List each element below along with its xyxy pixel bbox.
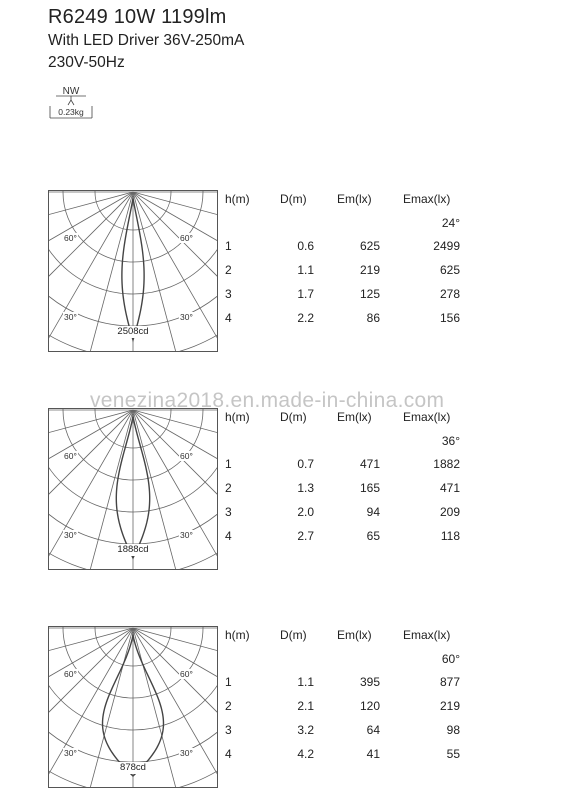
- row-d: 1.1: [297, 263, 314, 277]
- row-emax: 55: [446, 747, 460, 761]
- color-temp-label: NW: [62, 86, 80, 97]
- row-emax: 209: [439, 505, 460, 519]
- beam-angle: 36°: [441, 434, 460, 448]
- row-h: 1: [225, 675, 232, 689]
- row-d: 2.7: [297, 529, 314, 543]
- col-header-em: Em(lx): [337, 192, 372, 206]
- row-emax: 278: [439, 287, 460, 301]
- row-em: 94: [366, 505, 380, 519]
- angle-label-60-right: 60°: [180, 451, 193, 461]
- row-em: 64: [366, 723, 380, 737]
- row-h: 4: [225, 747, 232, 761]
- row-h: 2: [225, 481, 232, 495]
- row-em: 120: [359, 699, 380, 713]
- angle-label-30-right: 30°: [180, 748, 193, 758]
- col-header-em: Em(lx): [337, 628, 372, 642]
- angle-label-30-left: 30°: [64, 530, 77, 540]
- row-d: 0.7: [297, 457, 314, 471]
- row-d: 2.1: [297, 699, 314, 713]
- row-em: 165: [359, 481, 380, 495]
- row-em: 625: [359, 239, 380, 253]
- row-emax: 877: [439, 675, 460, 689]
- col-header-h: h(m): [225, 192, 250, 206]
- spec-badge: [48, 86, 94, 122]
- row-d: 2.2: [297, 311, 314, 325]
- col-header-h: h(m): [225, 628, 250, 642]
- peak-intensity-label: 878cd: [98, 762, 168, 774]
- polar-spoke: [133, 192, 218, 259]
- row-h: 3: [225, 287, 232, 301]
- row-em: 219: [359, 263, 380, 277]
- row-emax: 98: [446, 723, 460, 737]
- row-h: 4: [225, 529, 232, 543]
- row-emax: 1882: [433, 457, 460, 471]
- watermark: venezina2018.en.made-in-china.com: [90, 389, 445, 412]
- weight-label: 0.23kg: [58, 107, 84, 117]
- row-h: 1: [225, 239, 232, 253]
- angle-label-60-left: 60°: [64, 669, 77, 679]
- row-em: 86: [366, 311, 380, 325]
- row-d: 1.1: [297, 675, 314, 689]
- row-emax: 219: [439, 699, 460, 713]
- beam-angle: 24°: [441, 216, 460, 230]
- row-h: 2: [225, 263, 232, 277]
- polar-spoke: [48, 192, 133, 259]
- product-title: R6249 10W 1199lm: [48, 6, 227, 28]
- power-spec: 230V-50Hz: [48, 54, 125, 71]
- angle-label-30-left: 30°: [64, 748, 77, 758]
- polar-diagram-24: [48, 190, 218, 352]
- row-emax: 625: [439, 263, 460, 277]
- row-em: 65: [366, 529, 380, 543]
- peak-intensity-label: 2508cd: [98, 326, 168, 338]
- angle-label-60-right: 60°: [180, 233, 193, 243]
- angle-label-30-right: 30°: [180, 312, 193, 322]
- col-header-h: h(m): [225, 410, 250, 424]
- angle-label-60-left: 60°: [64, 233, 77, 243]
- peak-intensity-label: 1888cd: [98, 544, 168, 556]
- angle-label-30-left: 30°: [64, 312, 77, 322]
- row-d: 0.6: [297, 239, 314, 253]
- col-header-d: D(m): [280, 192, 307, 206]
- row-em: 471: [359, 457, 380, 471]
- row-h: 1: [225, 457, 232, 471]
- row-h: 3: [225, 505, 232, 519]
- row-d: 2.0: [297, 505, 314, 519]
- row-d: 1.7: [297, 287, 314, 301]
- driver-spec: With LED Driver 36V-250mA: [48, 32, 245, 49]
- row-emax: 2499: [433, 239, 460, 253]
- polar-spoke: [48, 628, 133, 695]
- col-header-d: D(m): [280, 410, 307, 424]
- angle-label-60-right: 60°: [180, 669, 193, 679]
- angle-label-30-right: 30°: [180, 530, 193, 540]
- col-header-d: D(m): [280, 628, 307, 642]
- row-h: 2: [225, 699, 232, 713]
- angle-label-60-left: 60°: [64, 451, 77, 461]
- row-d: 4.2: [297, 747, 314, 761]
- polar-diagram-36: [48, 408, 218, 570]
- row-em: 395: [359, 675, 380, 689]
- col-header-emax: Emax(lx): [403, 410, 451, 424]
- row-emax: 471: [439, 481, 460, 495]
- beam-angle: 60°: [441, 652, 460, 666]
- col-header-em: Em(lx): [337, 410, 372, 424]
- polar-diagram-60: [48, 626, 218, 788]
- row-em: 125: [359, 287, 380, 301]
- row-d: 3.2: [297, 723, 314, 737]
- row-emax: 156: [439, 311, 460, 325]
- row-h: 4: [225, 311, 232, 325]
- row-d: 1.3: [297, 481, 314, 495]
- col-header-emax: Emax(lx): [403, 628, 451, 642]
- row-h: 3: [225, 723, 232, 737]
- polar-spoke: [133, 628, 218, 695]
- col-header-emax: Emax(lx): [403, 192, 451, 206]
- row-emax: 118: [440, 529, 460, 543]
- row-em: 41: [366, 747, 380, 761]
